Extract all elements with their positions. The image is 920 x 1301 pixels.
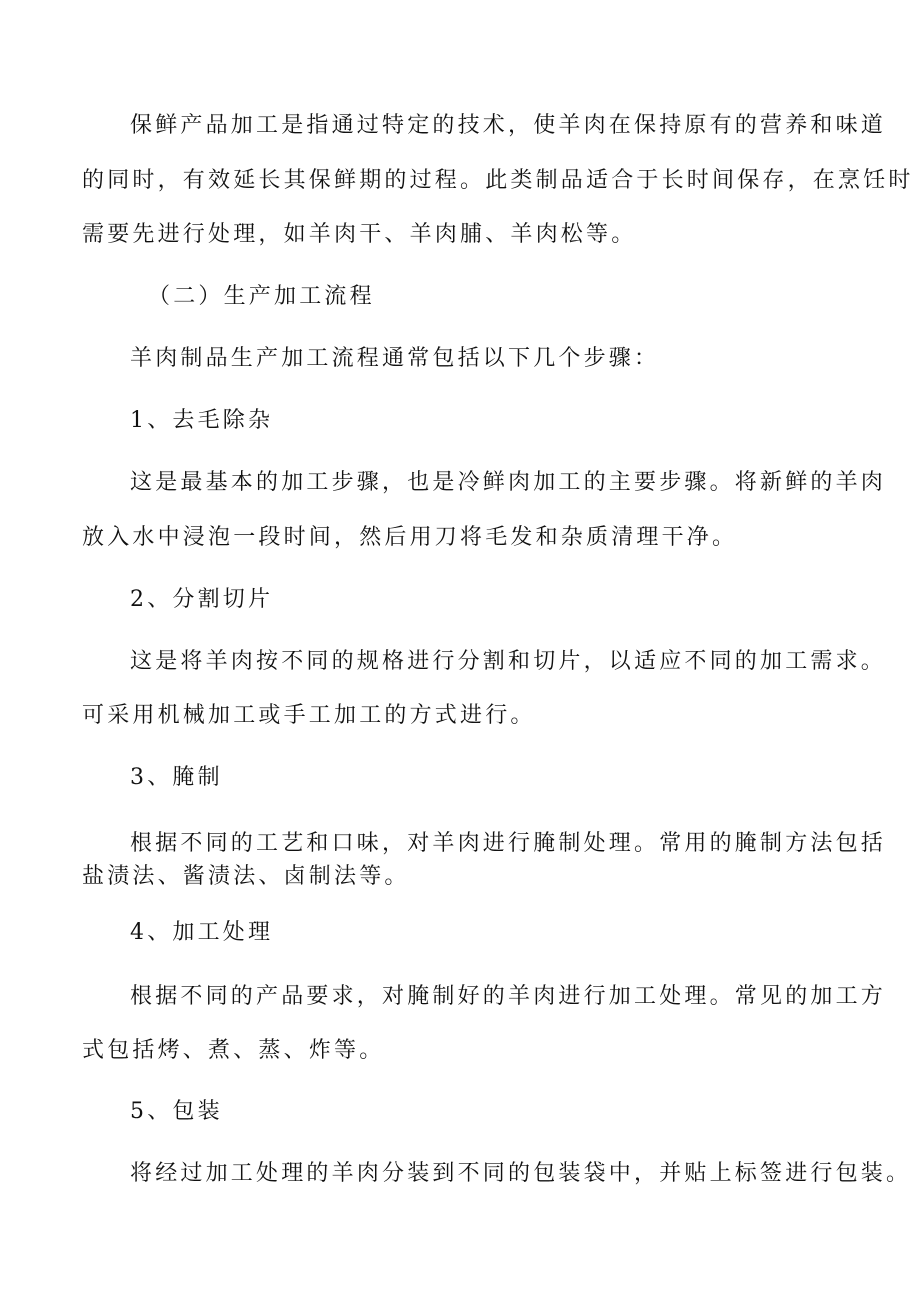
step-3-title: 3、腌制 — [130, 765, 223, 790]
step-1-line-2: 放入水中浸泡一段时间，然后用刀将毛发和杂质清理干净。 — [82, 525, 738, 550]
step-4-title: 4、加工处理 — [130, 920, 274, 945]
step-5-line-1: 将经过加工处理的羊肉分装到不同的包装袋中，并贴上标签进行包装。 — [130, 1161, 912, 1186]
intro-line-1: 保鲜产品加工是指通过特定的技术，使羊肉在保持原有的营养和味道 — [130, 113, 887, 138]
section-heading: （二）生产加工流程 — [148, 284, 375, 309]
step-1-line-1: 这是最基本的加工步骤，也是冷鲜肉加工的主要步骤。将新鲜的羊肉 — [130, 470, 887, 495]
step-2-title: 2、分割切片 — [130, 587, 274, 612]
step-5-title: 5、包装 — [130, 1099, 223, 1124]
step-3-line-2: 盐渍法、酱渍法、卤制法等。 — [82, 864, 410, 889]
step-3-line-1: 根据不同的工艺和口味，对羊肉进行腌制处理。常用的腌制方法包括 — [130, 831, 887, 856]
intro-line-2: 的同时，有效延长其保鲜期的过程。此类制品适合于长时间保存，在烹饪时 — [82, 168, 914, 193]
step-2-line-1: 这是将羊肉按不同的规格进行分割和切片，以适应不同的加工需求。 — [130, 649, 887, 674]
intro-line-3: 需要先进行处理，如羊肉干、羊肉脯、羊肉松等。 — [82, 222, 637, 247]
step-1-title: 1、去毛除杂 — [130, 408, 274, 433]
step-2-line-2: 可采用机械加工或手工加工的方式进行。 — [82, 703, 536, 728]
lead-paragraph: 羊肉制品生产加工流程通常包括以下几个步骤： — [130, 346, 660, 371]
step-4-line-1: 根据不同的产品要求，对腌制好的羊肉进行加工处理。常见的加工方 — [130, 984, 887, 1009]
step-4-line-2: 式包括烤、煮、蒸、炸等。 — [82, 1038, 385, 1063]
